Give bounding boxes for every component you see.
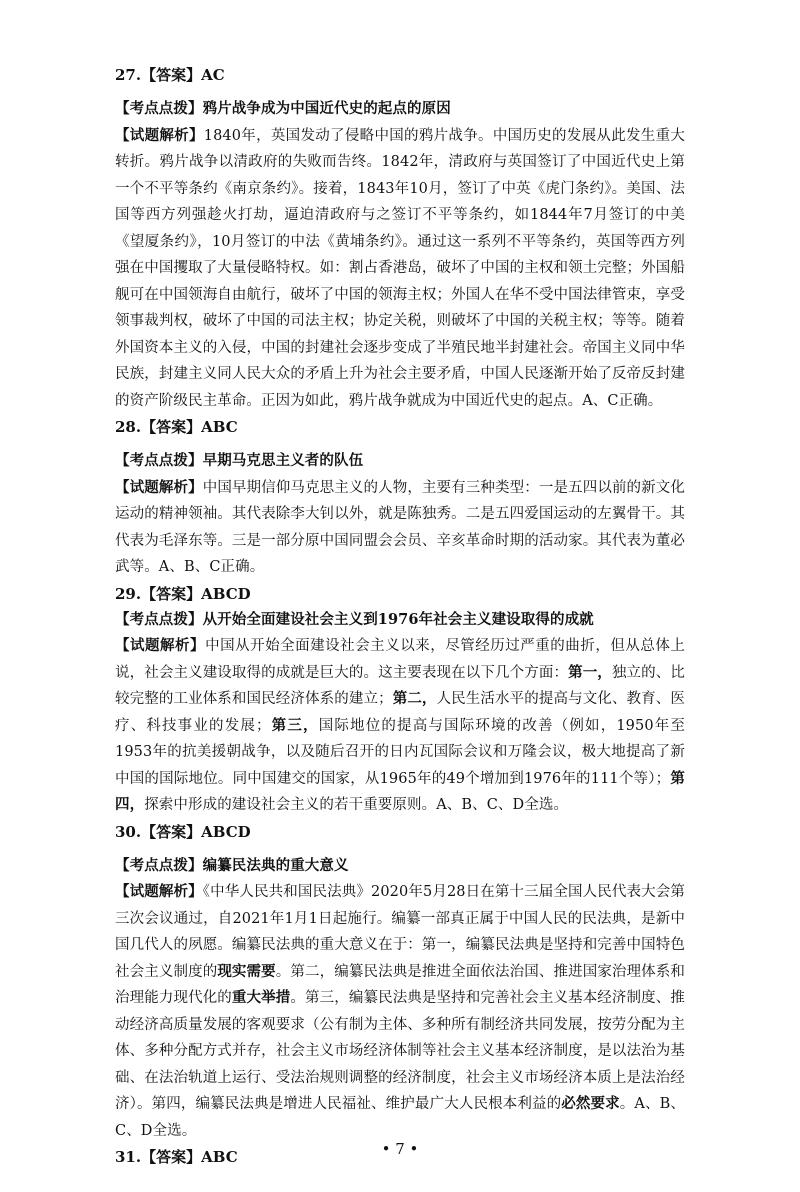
q30-point: 编纂民法典的重大意义 xyxy=(202,856,349,874)
q28-point-line xyxy=(115,448,685,475)
q30-answer-line xyxy=(115,819,685,845)
q27-answer-line xyxy=(115,62,685,88)
q30-analysis-part1: 《中华人民共和国民法典》2020年5月28日在第十三届全国人民代表大会第三次会议通过，自2021年1月1日起施行。编纂一部真正属于中国人民的民法典，是新中国几代人的夙愿。编纂民法典的重大意义在于：第一，编纂民法典是坚持和完善中国特色社会主义制度的 xyxy=(115,884,685,980)
q28-analysis-text: 中国早期信仰马克思主义的人物，主要有三种类型：一是五四以前的新文化运动的精神领袖。其代表除李大钊以外，就是陈独秀。二是五四爱国运动的左翼骨干。其代表为毛泽东等。三是一部分原中国同盟会会员、辛亥革命时期的活动家。其代表为董必武等。A、B、C正确。 xyxy=(115,479,685,575)
q27-analysis-label: 【试题解析】 xyxy=(115,126,204,144)
q29-answer-label: 【答案】 xyxy=(141,584,202,603)
q27-point-label: 【考点点拨】 xyxy=(115,100,203,117)
q29-number: 29. xyxy=(115,584,142,603)
q30-analysis-part2: 。第二，编纂民法典是推进全面依法治国、推进国家治理体系和治理能力现代化的 xyxy=(115,963,685,1006)
q29-analysis-part4: 国际地位的提高与国际环境的改善（例如，1950年至1953年的抗美援朝战争，以及随后召开的日内瓦国际会议和万隆会议，极大地提高了新中国的国际地位。同中国建交的国家，从1965年的49个增加到1976年的111个等）； xyxy=(115,717,685,787)
q30-point-line xyxy=(115,853,685,880)
q30-emphasis-3: 必然要求 xyxy=(561,1095,620,1112)
q31-answer-label: 【答案】 xyxy=(141,1148,202,1166)
q29-second-marker: 第二， xyxy=(392,690,437,707)
q29-point-line xyxy=(115,607,685,634)
q28-analysis xyxy=(115,475,685,581)
q30-analysis-part4: 。A、B、C、D全选。 xyxy=(115,1096,685,1139)
q29-third-marker: 第三， xyxy=(270,716,319,734)
q29-analysis-part2: 独立的、比较完整的工业体系和国民经济体系的建立； xyxy=(115,664,685,707)
q29-answer: ABCD xyxy=(201,584,251,603)
q31-answer: ABC xyxy=(201,1148,238,1166)
q29-analysis-part5: 探索中形成的建设社会主义的若干重要原则。A、B、C、D全选。 xyxy=(144,797,569,813)
content-body xyxy=(115,62,685,1170)
q28-answer: ABC xyxy=(201,418,238,436)
q29-point: 从开始全面建设社会主义到1976年社会主义建设取得的成就 xyxy=(202,610,594,628)
q28-analysis-label: 【试题解析】 xyxy=(115,478,203,496)
page-number: • 7 • xyxy=(381,1140,419,1158)
q30-emphasis-1: 现实需要 xyxy=(217,962,276,980)
q30-analysis-part3: 。第三，编纂民法典是坚持和完善社会主义基本经济制度、推动经济高质量发展的客观要求（公有制为主体、多种所有制经济共同发展，按劳分配为主体、多种分配方式并存，社会主义市场经济体制等社会主义基本经济制度，是以法治为基础、在法治轨道上运行、受法治规则调整的经济制度，社会主义市场经济本质上是法治经济）。第四，编纂民法典是增进人民福祉、维护最广大人民根本利益的 xyxy=(115,990,685,1112)
q28-point: 早期马克思主义者的队伍 xyxy=(202,452,364,469)
q28-answer-line xyxy=(115,414,685,440)
q27-number: 27. xyxy=(115,66,142,84)
q27-answer: AC xyxy=(201,66,225,84)
q27-point-line xyxy=(115,96,685,123)
q28-number: 28. xyxy=(115,418,142,436)
q30-point-label: 【考点点拨】 xyxy=(115,856,203,874)
q29-analysis-part3: 人民生活水平的提高与文化、教育、医疗、科技事业的发展； xyxy=(115,691,686,734)
q30-analysis-label: 【试题解析】 xyxy=(115,883,203,900)
q29-analysis-part1: 中国从开始全面建设社会主义以来，尽管经历过严重的曲折，但从总体上说，社会主义建设取得的成就是巨大的。这主要表现在以下几个方面： xyxy=(115,638,685,681)
q27-answer-label: 【答案】 xyxy=(141,66,202,84)
q29-point-label: 【考点点拨】 xyxy=(115,610,203,628)
q29-answer-line xyxy=(115,581,685,607)
q30-number: 30. xyxy=(115,822,142,841)
q29-fourth-marker: 第四， xyxy=(115,769,685,813)
q30-answer: ABCD xyxy=(201,822,251,841)
q27-analysis xyxy=(115,123,685,415)
q31-number: 31. xyxy=(115,1148,142,1166)
q30-emphasis-2: 重大举措 xyxy=(231,989,291,1006)
q28-answer-label: 【答案】 xyxy=(141,418,202,436)
q29-analysis-label: 【试题解析】 xyxy=(115,637,206,654)
q30-analysis xyxy=(115,879,685,1144)
q27-analysis-text: 1840年，英国发动了侵略中国的鸦片战争。中国历史的发展从此发生重大转折。鸦片战争以清政府的失败而告终。1842年，清政府与英国签订了中国近代史上第一个不平等条约《南京条约》。接着，1843年10月，签订了中英《虎门条约》。美国、法国等西方列强趁火打劫，逼迫清政府与之签订不平等条约，如1844年7月签订的中美《望厦条约》，10月签订的中法《黄埔条约》。通过这一系列不平等条约，英国等西方列强在中国攫取了大量侵略特权。如：割占香港岛，破坏了中国的主权和领土完整；外国船舰可在中国领海自由航行，破坏了中国的领海主权；外国人在华不受中国法律管束，享受领事裁判权，破坏了中国的司法主权；协定关税，则破坏了中国的关税主权；等等。随着外国资本主义的入侵，中国的封建社会逐步变成了半殖民地半封建社会。帝国主义同中华民族，封建主义同人民大众的矛盾上升为社会主要矛盾，中国人民逐渐开始了反帝反封建的资产阶级民主革命。正因为如此，鸦片战争就成为中国近代史的起点。A、C正确。 xyxy=(115,127,685,409)
q30-answer-label: 【答案】 xyxy=(141,822,202,841)
q29-first-marker: 第一， xyxy=(568,663,612,681)
q28-point-label: 【考点点拨】 xyxy=(115,452,203,469)
q27-point: 鸦片战争成为中国近代史的起点的原因 xyxy=(202,100,451,117)
q29-analysis xyxy=(115,633,685,819)
